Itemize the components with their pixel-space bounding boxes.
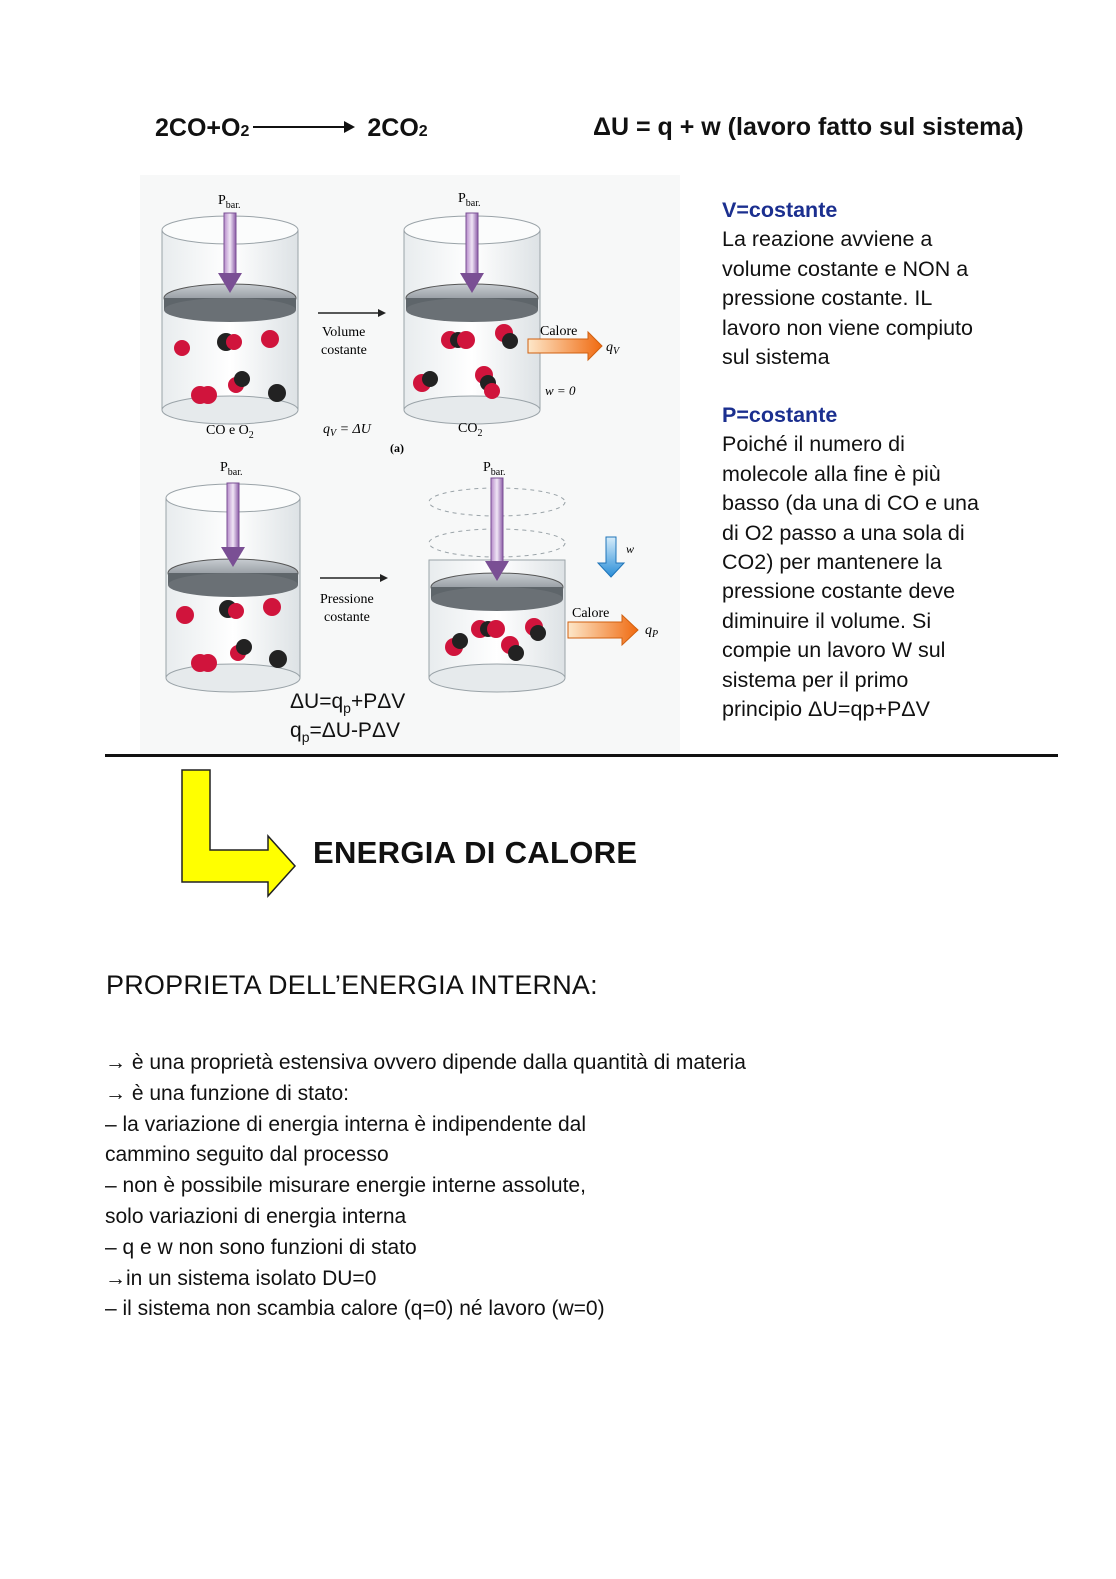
formula-delta-u: $\Delta U=q_p+P\Delta V$ [290,690,406,717]
property-item: → è una funzione di stato: [105,1081,349,1105]
volume-label-2: costante [321,343,367,358]
pbar-label-1: $P_{bar.}$ [218,193,241,211]
p-constant-line: molecole alla fine è più [722,461,941,486]
heat-label-v: Calore [540,324,578,339]
property-item: →in un sistema isolato DU=0 [105,1266,377,1290]
p-constant-line: basso (da una di CO e una [722,491,979,516]
reaction-products: 2CO [367,114,419,142]
reaction-arrow-icon [253,126,345,128]
property-item: – q e w non sono funzioni di stato [105,1235,417,1259]
properties-heading: PROPRIETA DELL’ENERGIA INTERNA: [106,970,598,1000]
piston-diagram [140,175,680,755]
v-constant-line: sul sistema [722,345,830,370]
reaction-equation [155,114,428,143]
section-divider [105,754,1058,757]
panel-a-label: (a) [390,441,404,455]
v-constant-line: La reazione avviene a [722,227,933,252]
yellow-arrow-icon [180,768,300,905]
reaction-products-subscript: 2 [418,123,428,140]
p-constant-line: pressione costante deve [722,579,956,604]
pressure-label-1: Pressione [320,592,374,607]
products-label: $CO_2$ [458,421,483,439]
piston-figure [140,175,680,755]
v-constant-line: lavoro non viene compiuto [722,315,973,340]
cylinder-reactants-v [162,193,298,424]
w-zero-label: w = 0 [545,383,576,398]
property-item: cammino seguito dal processo [105,1143,389,1167]
pbar-label-2: $P_{bar.}$ [458,191,481,209]
pressure-label-2: costante [324,610,370,625]
qv-equation: $q_V = \Delta U$ [323,422,371,439]
p-constant-line: Poiché il numero di [722,432,905,457]
w-label: w [626,542,635,556]
p-constant-block [722,401,1052,724]
p-constant-line: compie un lavoro W sul [722,638,946,663]
v-constant-line: volume costante e NON a [722,256,969,281]
volume-label-1: Volume [322,325,366,340]
p-constant-line: CO2) per mantenere la [722,550,942,575]
property-item: – non è possibile misurare energie interne assolute, [105,1174,586,1198]
energy-heading: ENERGIA DI CALORE [313,835,638,870]
first-law-equation: ΔU = q + w (lavoro fatto sul sistema) [593,113,1024,141]
v-constant-line: pressione costante. IL [722,286,933,311]
property-item: → è una proprietà estensiva ovvero dipende dalla quantità di materia [105,1051,746,1074]
heat-label-p: Calore [572,606,610,621]
reaction-reactants-subscript: 2 [240,123,250,140]
reactants-label: CO e $O_2$ [206,423,254,441]
qp-label: $q_P$ [645,623,659,640]
reaction-reactants: 2CO+O [155,114,241,142]
property-item: – il sistema non scambia calore (q=0) né lavoro (w=0) [105,1297,605,1321]
pbar-label-3: $P_{bar.}$ [220,460,243,478]
properties-list [105,1048,1005,1325]
property-item: – la variazione di energia interna è indipendente dal [105,1112,587,1136]
p-constant-line: di O2 passo a una sola di [722,520,965,545]
cylinder-products-v [404,191,540,424]
p-constant-line: principio ΔU=qp+PΔV [722,697,930,722]
formula-qp: $q_p=\Delta U$-PΔV [290,719,400,746]
p-constant-title: P=costante [722,403,838,427]
v-constant-block [722,196,1052,372]
cylinder-reactants-p [166,460,300,692]
property-item: solo variazioni di energia interna [105,1204,407,1228]
pbar-label-4: $P_{bar.}$ [483,460,506,478]
p-constant-line: sistema per il primo [722,667,909,692]
v-constant-title: V=costante [722,198,838,222]
qv-label: $q_V$ [606,340,620,357]
p-constant-line: diminuire il volume. Si [722,608,932,633]
